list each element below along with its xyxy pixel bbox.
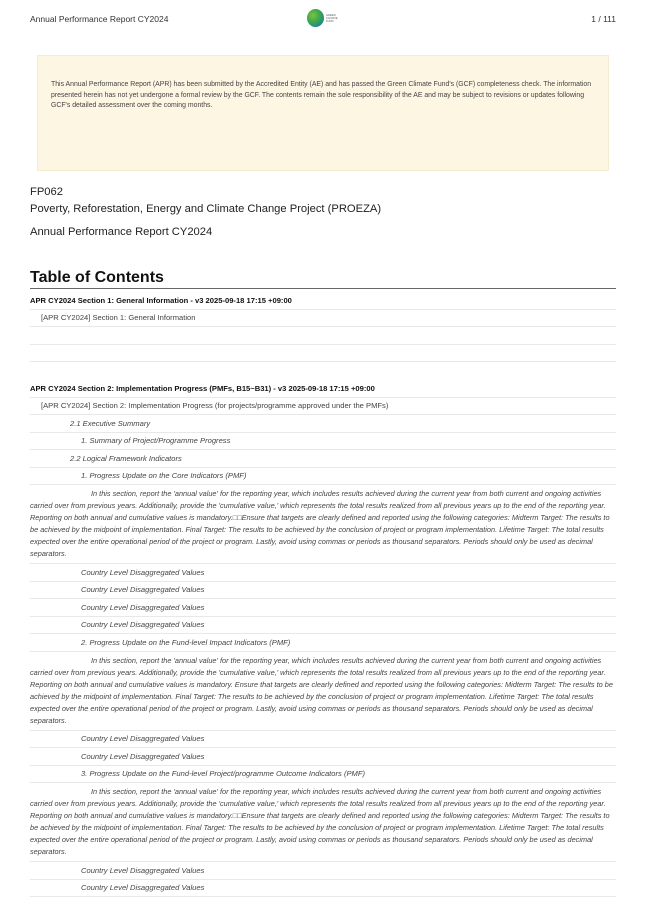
funding-proposal-id: FP062 [30,186,63,198]
header-report-title: Annual Performance Report CY2024 [30,14,169,24]
green-climate-fund-globe-icon [307,9,324,27]
toc-country-disaggregated-values[interactable]: Country Level Disaggregated Values [30,731,616,749]
toc-country-disaggregated-values[interactable]: Country Level Disaggregated Values [30,880,616,898]
toc-summary-of-progress[interactable]: 1. Summary of Project/Programme Progress [30,433,616,451]
toc-section-2-heading[interactable]: APR CY2024 Section 2: Implementation Progress (PMFs, B15~B31) - v3 2025-09-18 17:15 +09:00 [30,380,616,398]
toc-core-indicators[interactable]: 1. Progress Update on the Core Indicators (PMF) [30,468,616,486]
gcf-logo [307,8,341,28]
toc-section-1-heading[interactable]: APR CY2024 Section 1: General Information - v3 2025-09-18 17:15 +09:00 [30,292,616,310]
toc-impact-indicators[interactable]: 2. Progress Update on the Fund-level Impact Indicators (PMF) [30,634,616,652]
toc-country-disaggregated-values[interactable]: Country Level Disaggregated Values [30,617,616,635]
disclaimer-notice [37,55,609,171]
toc-country-disaggregated-values[interactable]: Country Level Disaggregated Values [30,599,616,617]
toc-executive-summary[interactable]: 2.1 Executive Summary [30,415,616,433]
toc-blank-row [30,345,616,363]
toc-outcome-indicators[interactable]: 3. Progress Update on the Fund-level Project/programme Outcome Indicators (PMF) [30,766,616,784]
toc-spacer [30,362,616,380]
toc-outcome-indicators-instructions: In this section, report the 'annual value' for the reporting year, which includes results achieved during the current year from both current and ongoing activities carried over from previous years. Additionally, provide the 'cumulative value,' which represents the total results realized from all previous years up to the end of the reporting year. Reporting on both annual and cumulative values is mandatory.□□Ensure that targets are clearly defined and reported using the following categories: Midterm Target: The results to be achieved by the midpoint of implementation. Final Target: The results to be achieved by the conclusion of project or program implementation. Lifetime Target: The total results expected over the entire operational period of the project or program. Lastly, avoid using commas or periods as thousand separators. Periods should only be used as decimal separators. [30,783,616,862]
project-name: Poverty, Reforestation, Energy and Climate Change Project (PROEZA) [30,203,382,215]
toc-core-indicators-instructions: In this section, report the 'annual value' for the reporting year, which includes results achieved during the current year from both current and ongoing activities carried over from previous years. Additionally, provide the 'cumulative value,' which represents the total results realized from all previous years up to the end of the reporting year. Reporting on both annual and cumulative values is mandatory.□□Ensure that targets are clearly defined and reported using the following categories: Midterm Target: The results to be achieved by the midpoint of implementation. Final Target: The results to be achieved by the conclusion of project or program implementation. Lifetime Target: The total results expected over the entire operational period of the project or program. Lastly, avoid using commas or periods as thousand separators. Periods should only be used as decimal separators. [30,485,616,564]
toc-impact-indicators-instructions: In this section, report the 'annual value' for the reporting year, which includes results achieved during the current year from both current and ongoing activities carried over from previous years. Additionally, provide the 'cumulative value,' which represents the total results realized from all previous years up to the end of the reporting year. Reporting on both annual and cumulative values is mandatory. Ensure that targets are clearly defined and reported using the following categories: Midterm Target: The results to be achieved by the midpoint of implementation. Final Target: The results to be achieved by the conclusion of project or program implementation. Lifetime Target: The total results expected over the entire operational period of the project or program. Lastly, avoid using commas or periods as thousand separators. Periods should only be used as decimal separators. [30,652,616,731]
page-header [0,0,646,38]
toc-country-disaggregated-values[interactable]: Country Level Disaggregated Values [30,862,616,880]
toc-logical-framework-indicators[interactable]: 2.2 Logical Framework Indicators [30,450,616,468]
page-indicator: 1 / 111 [591,14,616,24]
toc-country-disaggregated-values[interactable]: Country Level Disaggregated Values [30,564,616,582]
report-name: Annual Performance Report CY2024 [30,226,213,238]
toc-section-1-item[interactable]: [APR CY2024] Section 1: General Information [30,310,616,328]
toc-blank-row [30,327,616,345]
toc-section-2-item[interactable]: [APR CY2024] Section 2: Implementation Progress (for projects/programme approved under the PMFs) [30,398,616,416]
table-of-contents [30,292,616,897]
logo-text: GREEN CLIMATE FUND [326,13,338,23]
toc-title: Table of Contents [30,269,616,289]
disclaimer-text: This Annual Performance Report (APR) has been submitted by the Accredited Entity (AE) and has passed the Green Climate Fund's (GCF) completeness check. The information presented herein has not yet undergone a formal review by the GCF. The contents remain the sole responsibility of the AE and may be subject to revisions or updates following GCF's detailed assessment over the coming months. [51,81,592,110]
toc-country-disaggregated-values[interactable]: Country Level Disaggregated Values [30,582,616,600]
toc-country-disaggregated-values[interactable]: Country Level Disaggregated Values [30,748,616,766]
